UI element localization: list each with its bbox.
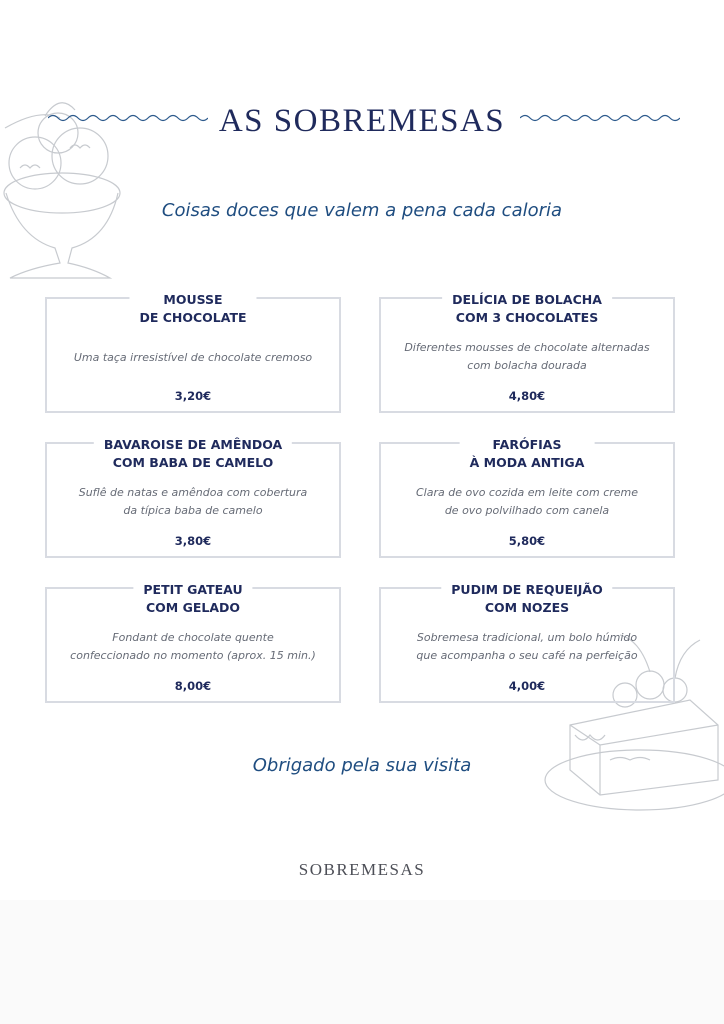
item-title-line2: À MODA ANTIGA xyxy=(469,455,585,470)
item-title-line1: DELÍCIA DE BOLACHA xyxy=(452,292,602,307)
item-price: 3,20€ xyxy=(174,389,212,403)
item-price: 8,00€ xyxy=(174,679,212,693)
item-title-line1: PUDIM DE REQUEIJÃO xyxy=(451,582,603,597)
item-title-line1: PETIT GATEAU xyxy=(143,582,243,597)
menu-item-card xyxy=(379,582,675,703)
item-description xyxy=(57,349,329,367)
item-description xyxy=(391,484,663,520)
item-title-line2: COM 3 CHOCOLATES xyxy=(455,310,599,325)
item-title-line2: COM GELADO xyxy=(145,600,241,615)
thank-you-message: Obrigado pela sua visita xyxy=(252,755,472,776)
page-bottom-band xyxy=(0,900,724,1024)
brand-name: SOBREMESAS xyxy=(298,860,426,879)
item-title xyxy=(94,436,292,472)
menu-item-card xyxy=(45,582,341,703)
item-description-line2: de ovo polvilhado com canela xyxy=(444,504,610,517)
item-title-line1: BAVAROISE DE AMÊNDOA xyxy=(103,437,283,452)
title-row xyxy=(40,98,684,148)
item-description xyxy=(57,484,329,520)
item-price: 4,00€ xyxy=(508,679,546,693)
menu-item-card xyxy=(379,292,675,413)
item-title-line1: MOUSSE xyxy=(163,292,223,307)
item-price: 4,80€ xyxy=(508,389,546,403)
page-subtitle: Coisas doces que valem a pena cada caloria xyxy=(161,200,563,221)
item-description xyxy=(57,629,329,665)
item-description-line1: Clara de ovo cozida em leite com creme xyxy=(415,486,639,499)
item-description xyxy=(391,629,663,665)
item-description xyxy=(391,339,663,375)
item-description-line1: Fondant de chocolate quente xyxy=(112,631,274,644)
item-title-line1: FARÓFIAS xyxy=(492,437,562,452)
item-title xyxy=(460,436,595,472)
item-title xyxy=(441,581,612,617)
item-title xyxy=(442,291,612,327)
wave-divider-right xyxy=(520,113,680,123)
item-title xyxy=(133,581,252,617)
menu-item-card xyxy=(45,292,341,413)
item-title xyxy=(129,291,256,327)
menu-item-card xyxy=(379,437,675,558)
item-price: 3,80€ xyxy=(174,534,212,548)
item-title-line2: DE CHOCOLATE xyxy=(139,310,247,325)
page-title: AS SOBREMESAS xyxy=(218,103,506,139)
item-title-line2: COM BABA DE CAMELO xyxy=(112,455,274,470)
item-title-line2: COM NOZES xyxy=(484,600,570,615)
item-price: 5,80€ xyxy=(508,534,546,548)
item-description-line1: Uma taça irresistível de chocolate cremoso xyxy=(73,351,313,364)
item-description-line1: Suflê de natas e amêndoa com cobertura xyxy=(78,486,308,499)
item-description-line2: da típica baba de camelo xyxy=(123,504,263,517)
item-description-line1: Sobremesa tradicional, um bolo húmido xyxy=(416,631,638,644)
item-description-line1: Diferentes mousses de chocolate alternadas xyxy=(404,341,650,354)
menu-item-card xyxy=(45,437,341,558)
item-description-line2: confeccionado no momento (aprox. 15 min.) xyxy=(70,649,316,662)
item-description-line2: que acompanha o seu café na perfeição xyxy=(416,649,638,662)
item-description-line2: com bolacha dourada xyxy=(467,359,587,372)
